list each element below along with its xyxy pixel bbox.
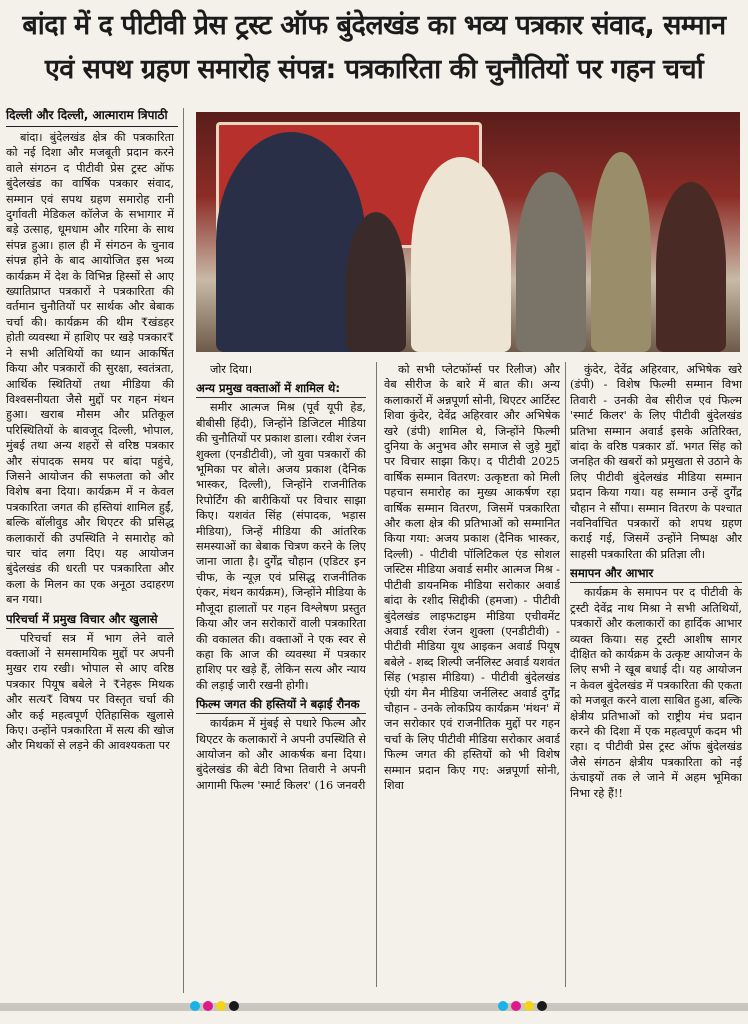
article-column-4 [570, 362, 742, 987]
paragraph: कुंदेर, देवेंद्र अहिरवार, अभिषेक खरे (डंपी) - विशेष फिल्मी सम्मान विभा तिवारी - उनकी वेब सीरीज एवं फिल्म 'स्मार्ट किलर' के लिए पीटीवी बुंदेलखंड प्रतिभा सम्मान अवार्ड इसके अतिरिक्त, बांदा के वरिष्ठ पत्रकार डॉ. भगत सिंह को जनहित की खबरों को प्रमुखता से उठाने के लिए पीटीवी बुंदेलखंड मीडिया सम्मान प्रदान किया गया। यह सम्मान उन्हें दुर्गेंद्र चौहान ने सौंपा। सम्मान वितरण के पश्चात नवनिर्वाचित पत्रकारों को शपथ ग्रहण कराई गई, जिसमें उन्होंने निष्पक्ष और साहसी पत्रकारिता की प्रतिज्ञा ली। [570, 363, 742, 561]
black-dot [229, 1001, 239, 1011]
person-figure [591, 152, 651, 352]
person-figure [411, 157, 511, 352]
headline-line-2: एवं सपथ ग्रहण समारोह संपन्न: पत्रकारिता की चुनौतियों पर गहन चर्चा [44, 54, 704, 85]
paragraph: जोर दिया। [210, 363, 253, 376]
cyan-dot [190, 1001, 200, 1011]
person-figure [216, 132, 366, 352]
paragraph: कार्यक्रम में मुंबई से पधारे फिल्म और थिएटर के कलाकारों ने अपनी उपस्थिति से आयोजन को और आकर्षक बना दिया। बुंदेलखंड की बेटी विभा तिवारी ने अपनी आगामी फिल्म 'स्मार्ट किलर' (16 जनवरी [196, 717, 366, 792]
person-figure [516, 172, 586, 352]
magenta-dot [203, 1001, 213, 1011]
yellow-dot [216, 1001, 226, 1011]
person-figure [346, 212, 406, 352]
print-register-bar [0, 1003, 748, 1011]
black-dot [537, 1001, 547, 1011]
article-column-2 [196, 362, 366, 987]
registration-marks-left [190, 1001, 239, 1011]
cyan-dot [498, 1001, 508, 1011]
paragraph: को सभी प्लेटफॉर्म्स पर रिलीज) और वेब सीरीज के बारे में बात की। अन्य कलाकारों में अन्नपूर्णा सोनी, थिएटर आर्टिस्ट शिवा कुंदेर, देवेंद्र अहिरवार और अभिषेक खरे (डंपी) शामिल थे, जिन्होंने फिल्मी दुनिया के अनुभव और समाज से जुड़े मुद्दों पर विचार साझा किए। द पीटीवी 2025 वार्षिक सम्मान वितरण: उत्कृष्टता को मिली पहचान समारोह का मुख्य आकर्षण रहा वार्षिक सम्मान वितरण, जिसमें पत्रकारिता और कला क्षेत्र की प्रतिभाओं को सम्मानित किया गया: अजय प्रकाश (दैनिक भास्कर, दिल्ली) - पीटीवी पॉलिटिकल एंड सोशल जस्टिस मीडिया अवार्ड समीर आत्मज मिश्र - पीटीवी डायनमिक मीडिया सरोकार अवार्ड बांदा के रशीद सिद्दीकी (हमजा) - पीटीवी बुंदेलखंड लाइफटाइम मीडिया एचीवमेंट अवार्ड रवीश रंजन शुक्ला (एनडीटीवी) - पीटीवी मीडिया यूथ आइकन अवार्ड पियूष बबेले - शब्द शिल्पी जर्नलिस्ट अवार्ड यशवंत सिंह (भड़ास मीडिया) - पीटीवी बुंदेलखंड एंग्री यंग मैन मीडिया जर्नलिस्ट अवार्ड दुर्गेंद्र चौहान - उनके लोकप्रिय कार्यक्रम 'मंथन' में जन सरोकार एवं राजनीतिक मुद्दों पर गहन चर्चा के लिए पीटीवी मीडिया सरोकार अवार्ड फिल्म जगत की हस्तियों को भी विशेष सम्मान प्रदान किए गए: अन्नपूर्णा सोनी, शिवा [384, 363, 560, 792]
column-separator [183, 108, 184, 993]
column-separator [376, 362, 377, 987]
section-heading: फिल्म जगत की हस्तियों ने बढ़ाई रौनक [196, 697, 366, 714]
column-separator [565, 362, 566, 987]
headline-line-1: बांदा में द पीटीवी प्रेस ट्रस्ट ऑफ बुंदेलखंड का भव्य पत्रकार संवाद, सम्मान [22, 10, 726, 41]
section-heading: समापन और आभार [570, 566, 742, 583]
paragraph: बांदा। बुंदेलखंड क्षेत्र की पत्रकारिता को नई दिशा और मजबूती प्रदान करने वाले संगठन द पीटीवी प्रेस ट्रस्ट ऑफ बुंदेलखंड का वार्षिक पत्रकार संवाद, सम्मान एवं सपथ ग्रहण समारोह रानी दुर्गावती मेडिकल कॉलेज के सभागार में बड़े उत्साह, धूमधाम और गरिमा के साथ संपन्न हुआ। हाल ही में संगठन के चुनाव संपन्न होने के बाद आयोजित इस भव्य कार्यक्रम में देश के विभिन्न हिस्सों से आए ख्यातिप्राप्त पत्रकारों ने पत्रकारिता की वर्तमान चुनौतियों पर सार्थक और बेबाक चर्चा की। कार्यक्रम की थीम ₹खंडहर होती व्यवस्था में हाशिए पर खड़े पत्रकार₹ ने सभी अतिथियों का ध्यान आकर्षित किया और पत्रकारों की सुरक्षा, स्वतंत्रता, आर्थिक स्थितियों तथा मीडिया की विश्वसनीयता जैसे मुद्दों पर गहन मंथन हुआ। खराब मौसम और प्रतिकूल परिस्थितियों के बावजूद दिल्ली, भोपाल, मुंबई तथा अन्य शहरों से वरिष्ठ पत्रकार और संपादक समय पर बांदा पहुंचे, जिसने आयोजन की सफलता को और विशेष बना दिया। कार्यक्रम में न केवल पत्रकारिता जगत की हस्तियां शामिल हुईं, बल्कि बॉलीवुड और थिएटर की प्रसिद्ध कलाकारों की उपस्थिति ने समारोह को चार चांद लगा दिए। यह आयोजन बुंदेलखंड की धरती पर पत्रकारिता और कला के मिलन का एक अनूठा उदाहरण बन गया। [6, 131, 174, 607]
byline: दिल्ली और दिल्ली, आत्माराम त्रिपाठी [6, 106, 178, 127]
paragraph: कार्यक्रम के समापन पर द पीटीवी के ट्रस्टी देवेंद्र नाथ मिश्रा ने सभी अतिथियों, पत्रकारों और कलाकारों का हार्दिक आभार व्यक्त किया। सह ट्रस्टी आशीष सागर दीक्षित को कार्यक्रम के उत्कृष्ट आयोजन के लिए सभी ने खूब बधाई दी। यह आयोजन न केवल बुंदेलखंड में पत्रकारिता की एकता को मजबूत करने वाला साबित हुआ, बल्कि क्षेत्रीय प्रतिभाओं को राष्ट्रीय मंच प्रदान करने की दिशा में एक महत्वपूर्ण कदम भी रहा। द पीटीवी प्रेस ट्रस्ट ऑफ बुंदेलखंड जैसे संगठन क्षेत्रीय पत्रकारिता को नई ऊंचाइयों तक ले जाने में अहम भूमिका निभा रहे हैं!! [570, 586, 742, 800]
registration-marks-right [498, 1001, 547, 1011]
paragraph: समीर आत्मज मिश्र (पूर्व यूपी हेड, बीबीसी हिंदी), जिन्होंने डिजिटल मीडिया की चुनौतियों पर प्रकाश डाला। रवीश रंजन शुक्ला (एनडीटीवी), जो युवा पत्रकारों की भूमिका पर बोले। अजय प्रकाश (दैनिक भास्कर, दिल्ली), जिन्होंने राजनीतिक रिपोर्टिंग की बारीकियों पर विचार साझा किए। यशवंत सिंह (संपादक, भड़ास मीडिया), जिन्हें मीडिया की आंतरिक समस्याओं का बेबाक चित्रण करने के लिए जाना जाता है। दुर्गेंद्र चौहान (एडिटर इन चीफ, के न्यूज़ एवं प्रसिद्ध राजनीतिक एंकर, मंथन कार्यक्रम), जिन्होंने मीडिया के मौजूदा हालातों पर गहन विश्लेषण प्रस्तुत किया और जन सरोकारों वाली पत्रकारिता की वकालत की। वक्ताओं ने एक स्वर से कहा कि आज की व्यवस्था में पत्रकार हाशिए पर खड़े हैं, लेकिन सत्य और न्याय की लड़ाई जारी रखनी होगी। [196, 401, 366, 692]
yellow-dot [524, 1001, 534, 1011]
section-heading: परिचर्चा में प्रमुख विचार और खुलासे [6, 612, 174, 629]
article-column-3 [384, 362, 560, 987]
section-heading: अन्य प्रमुख वक्ताओं में शामिल थे: [196, 381, 366, 398]
paragraph: परिचर्चा सत्र में भाग लेने वाले वक्ताओं ने समसामयिक मुद्दों पर अपनी मुखर राय रखी। भोपाल से आए वरिष्ठ पत्रकार पियूष बबेले ने ₹नेहरू मिथक और सत्य₹ विषय पर विस्तृत चर्चा की और कई महत्वपूर्ण ऐतिहासिक खुलासे किए। उन्होंने पत्रकारिता में सत्य की खोज और मिथकों से लड़ने की आवश्यकता पर [6, 631, 174, 753]
magenta-dot [511, 1001, 521, 1011]
article-column-1 [6, 130, 174, 990]
event-photo [196, 112, 740, 352]
person-figure [656, 182, 726, 352]
